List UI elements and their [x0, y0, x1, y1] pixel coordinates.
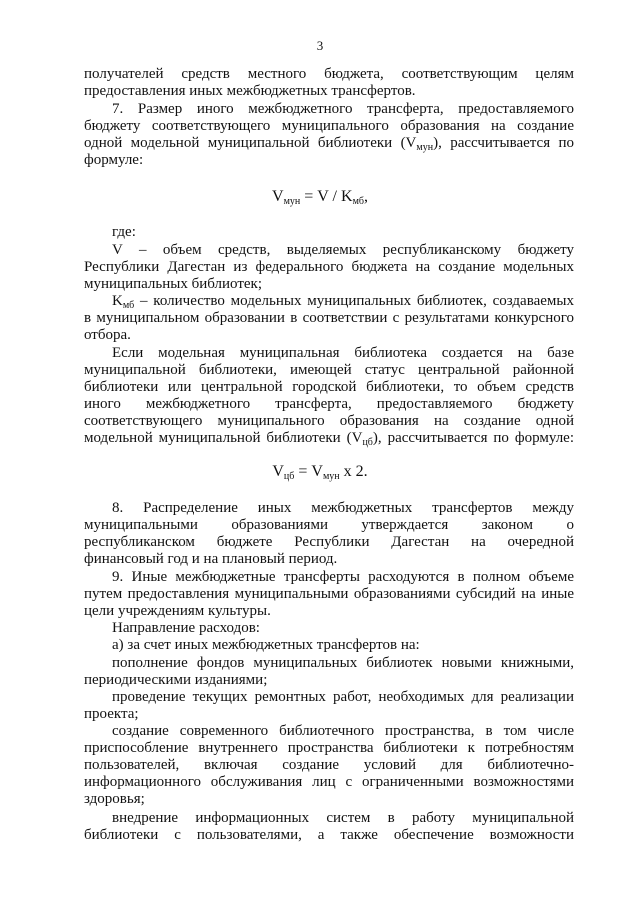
definition-kmb: $K_{мб}$ – количество модельных муниципальных библиотек, создаваемых в муниципальном образовании в соответствии с результатами конкурсного отбора. — [84, 293, 574, 343]
list-item: проведение текущих ремонтных работ, необходимых для реализации проекта; — [84, 689, 574, 722]
formula-vcb: $V_{цб} = V_{мун}$ х 2. — [272, 463, 368, 482]
list-item: создание современного библиотечного пространства, в том числе приспособление внутреннего пространства библиотеки к потребностям пользователей, включая создание условий для библиотечно- информационного обслуживания лиц с ограниченными возможностями здоровья; — [84, 723, 574, 807]
page-number: 3 — [316, 38, 324, 53]
expense-directions-label: Направление расходов: — [112, 620, 260, 636]
paragraph-7: 7. Размер иного межбюджетного трансферта, предоставляемого бюджету соответствующего муниципального образования на создание одной модельной муниципальной библиотеки $(V_{мун})$, рассчитывается по формуле: — [84, 101, 574, 168]
definition-v: V – объем средств, выделяемых республиканскому бюджету Республики Дагестан из федерального бюджета на создание модельных муниципальных библиотек; — [84, 242, 574, 292]
formula-vmun: $V_{мун} = V / K_{мб}$, — [272, 188, 368, 207]
paragraph-intro: получателей средств местного бюджета, соответствующим целям предоставления иных межбюджетных трансфертов. — [84, 66, 574, 99]
paragraph-8: 8. Распределение иных межбюджетных трансфертов между муниципальными образованиями утверждается законом о республиканском бюджете Республики Дагестан на очередной финансовый год и на плановый период. — [84, 500, 574, 567]
list-item: пополнение фондов муниципальных библиотек новыми книжными, периодическими изданиями; — [84, 655, 574, 688]
item-a: а) за счет иных межбюджетных трансфертов на: — [112, 637, 420, 653]
paragraph-9: 9. Иные межбюджетные трансферты расходуются в полном объеме путем предоставления муниципальными образованиями субсидий на иные цели учреждениям культуры. — [84, 569, 574, 619]
where-label: где: — [112, 224, 136, 240]
paragraph-central-library: Если модельная муниципальная библиотека создается на базе муниципальной библиотеки, имеющей статус центральной районной библиотеки или центральной городской библиотеки, то объем средств иного межбюджетного трансферта, предоставляемого бюджету соответствующего муниципального образования на создание одной модельной муниципальной библиотеки $(V_{цб})$, рассчитывается по формуле: — [84, 345, 575, 448]
list-item: внедрение информационных систем в работу муниципальной библиотеки с пользователями, а также обеспечение возможности — [84, 810, 574, 843]
